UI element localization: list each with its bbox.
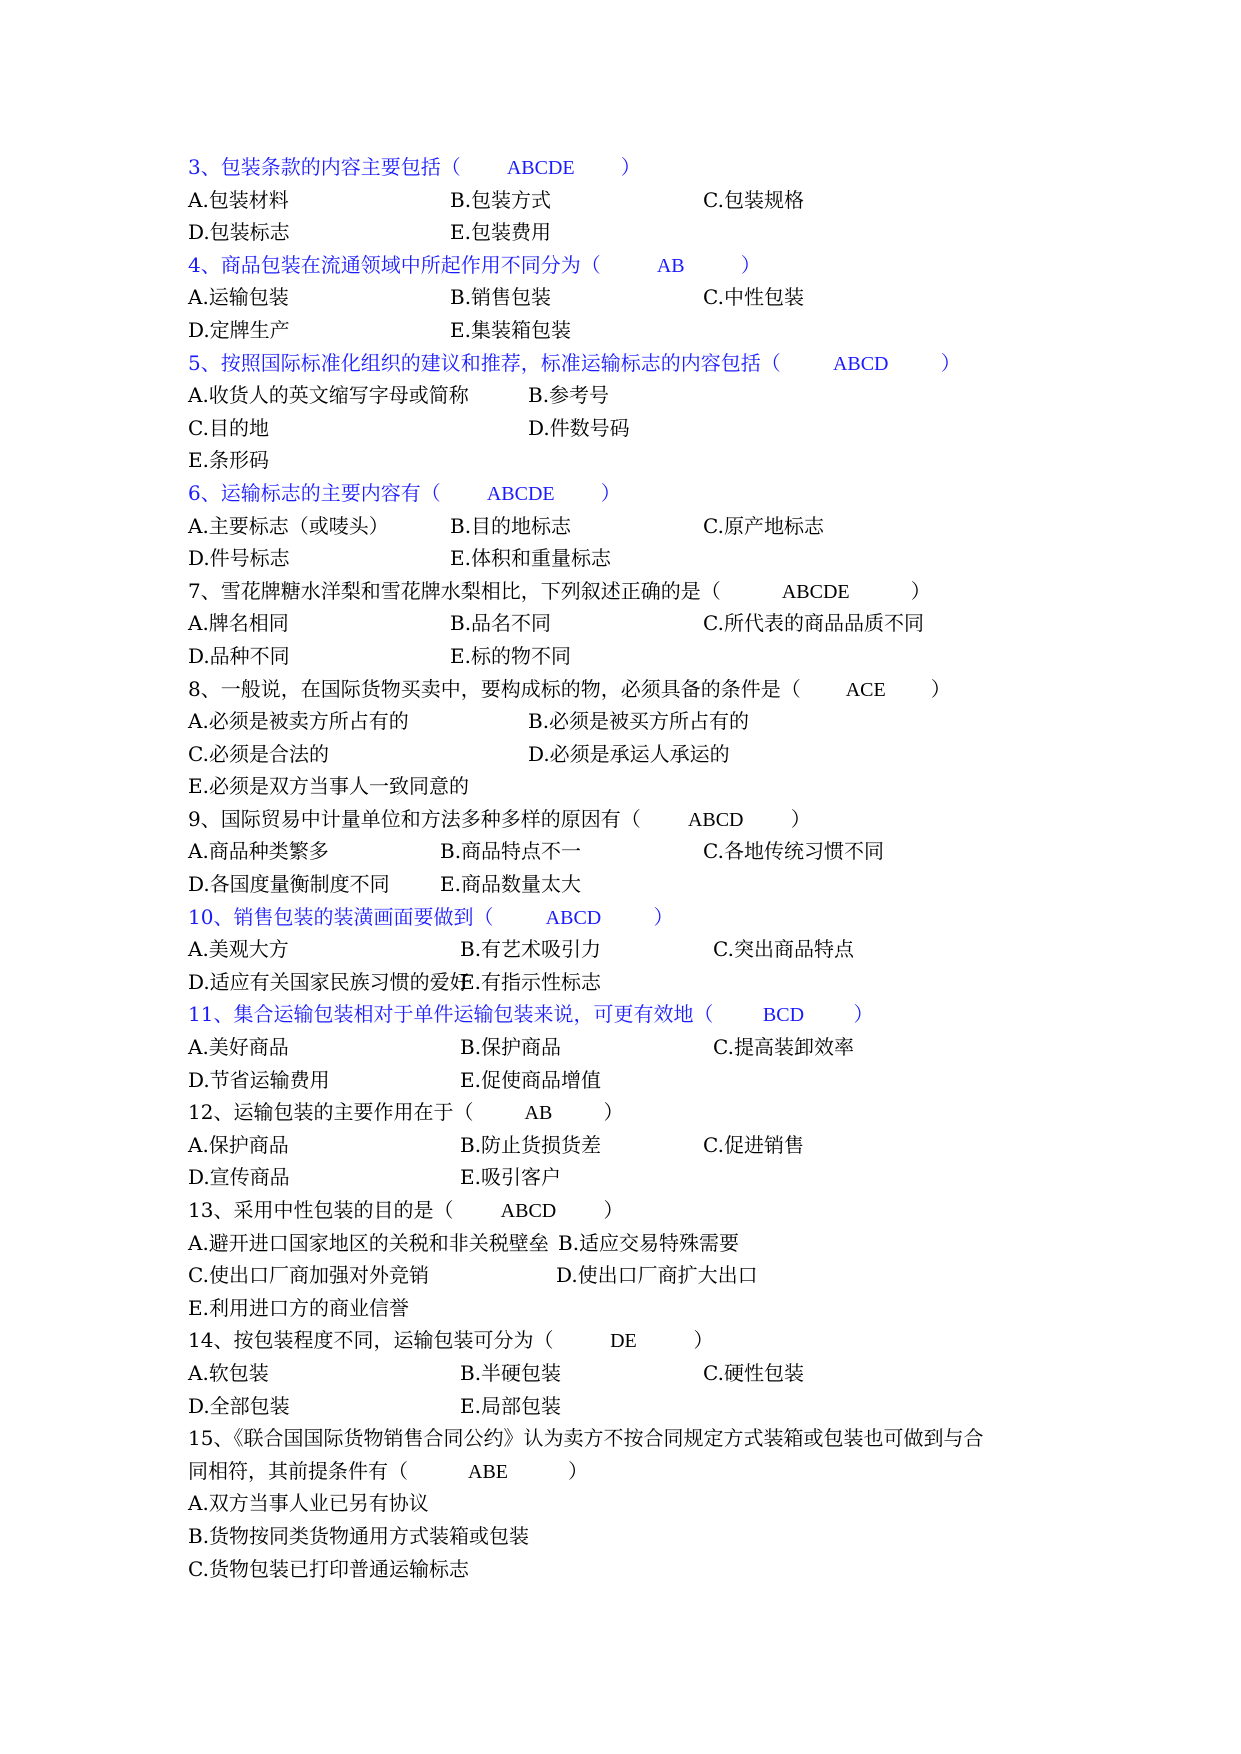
question-stem xyxy=(188,998,1068,1031)
option-text: D.定牌生产 xyxy=(188,317,290,342)
option-row xyxy=(188,1227,1068,1260)
question-bracket-close: ） xyxy=(693,1328,714,1353)
option-text: B.货物按同类货物通用方式装箱或包装 xyxy=(188,1523,530,1548)
option-text: B.防止货损货差 xyxy=(460,1132,602,1157)
option-text: E.有指示性标志 xyxy=(460,969,601,994)
option-text: D.宣传商品 xyxy=(188,1165,290,1190)
option-text: C.中性包装 xyxy=(703,285,804,310)
option-text: D.全部包装 xyxy=(188,1393,290,1418)
option-text: E.条形码 xyxy=(188,448,269,473)
question-text: 7、雪花牌糖水洋梨和雪花牌水梨相比，下列叙述正确的是（ xyxy=(188,578,721,603)
option-row xyxy=(188,281,1068,314)
option-text: B.品名不同 xyxy=(450,611,552,636)
question-text: 11、集合运输包装相对于单件运输包装来说，可更有效地（ xyxy=(188,1002,714,1027)
option-text: A.主要标志（或唛头） xyxy=(188,513,389,538)
option-text: E.利用进口方的商业信誉 xyxy=(188,1295,409,1320)
option-text: E.包装费用 xyxy=(450,220,551,245)
option-row xyxy=(188,379,1068,412)
question-stem xyxy=(188,347,1068,380)
answer-text: ACE xyxy=(845,678,886,701)
option-text: C.硬性包装 xyxy=(703,1360,804,1385)
option-text: E.标的物不同 xyxy=(450,643,571,668)
question-bracket-close: ） xyxy=(620,155,641,179)
answer-text: AB xyxy=(524,1102,553,1125)
option-row xyxy=(188,1031,1068,1064)
answer-text: BCD xyxy=(762,1004,805,1027)
question-text: 3、包装条款的内容主要包括（ xyxy=(188,155,461,179)
option-text: C.目的地 xyxy=(188,415,269,440)
option-text: E.商品数量太大 xyxy=(440,872,581,897)
option-text: A.商品种类繁多 xyxy=(188,839,329,864)
option-row xyxy=(188,444,1068,477)
option-text: C.必须是合法的 xyxy=(188,741,329,766)
option-row xyxy=(188,1064,1068,1097)
option-text: C.使出口厂商加强对外竞销 xyxy=(188,1263,429,1288)
answer-text: ABCD xyxy=(832,352,889,375)
question-bracket-close: ） xyxy=(853,1002,874,1027)
option-row xyxy=(188,216,1068,249)
exam-page xyxy=(188,151,1068,1585)
option-text: D.各国度量衡制度不同 xyxy=(188,872,390,897)
option-text: D.适应有关国家民族习惯的爱好 xyxy=(188,969,470,994)
question-stem-continued xyxy=(188,1455,1068,1488)
option-text: D.件数号码 xyxy=(528,415,630,440)
question-text: 同相符，其前提条件有（ xyxy=(188,1458,408,1483)
option-row xyxy=(188,1129,1068,1162)
option-text: B.半硬包装 xyxy=(460,1360,562,1385)
question-bracket-close: ） xyxy=(600,480,621,505)
option-text: B.有艺术吸引力 xyxy=(460,937,602,962)
option-text: A.牌名相同 xyxy=(188,611,289,636)
question-text: 8、一般说，在国际货物买卖中，要构成标的物，必须具备的条件是（ xyxy=(188,676,801,701)
question-bracket-close: ） xyxy=(740,252,761,277)
option-row xyxy=(188,1390,1068,1423)
option-text: A.双方当事人业已另有协议 xyxy=(188,1491,429,1516)
question-stem xyxy=(188,673,1068,706)
option-text: E.必须是双方当事人一致同意的 xyxy=(188,774,469,799)
answer-text: ABCD xyxy=(687,808,744,831)
option-text: A.美观大方 xyxy=(188,937,289,962)
question-bracket-close: ） xyxy=(790,806,811,831)
question-bracket-close: ） xyxy=(930,676,951,701)
question-stem xyxy=(188,901,1068,934)
question-stem xyxy=(188,249,1068,282)
question-text: 6、运输标志的主要内容有（ xyxy=(188,480,441,505)
option-text: B.参考号 xyxy=(528,383,610,408)
question-bracket-close: ） xyxy=(603,1198,624,1222)
question-text: 5、按照国际标准化组织的建议和推荐，标准运输标志的内容包括（ xyxy=(188,350,781,375)
option-text: E.局部包装 xyxy=(460,1393,561,1418)
option-text: A.必须是被卖方所占有的 xyxy=(188,709,409,734)
option-text: D.必须是承运人承运的 xyxy=(528,741,730,766)
answer-text: ABE xyxy=(468,1460,508,1483)
option-row xyxy=(188,510,1068,543)
option-row xyxy=(188,542,1068,575)
option-row xyxy=(188,1292,1068,1325)
option-text: C.原产地标志 xyxy=(703,513,824,538)
answer-text: AB xyxy=(656,254,685,277)
question-text: 4、商品包装在流通领域中所起作用不同分为（ xyxy=(188,252,601,277)
option-row xyxy=(188,607,1068,640)
option-row xyxy=(188,412,1068,445)
option-text: A.收货人的英文缩写字母或简称 xyxy=(188,383,469,408)
option-row xyxy=(188,1161,1068,1194)
option-text: B.适应交易特殊需要 xyxy=(558,1230,740,1255)
option-row xyxy=(188,835,1068,868)
answer-text: ABCDE xyxy=(781,580,850,603)
option-text: A.运输包装 xyxy=(188,285,289,310)
answer-text: ABCD xyxy=(500,1200,557,1222)
option-text: E.体积和重量标志 xyxy=(450,546,611,571)
option-row xyxy=(188,705,1068,738)
question-bracket-close: ） xyxy=(603,1100,624,1125)
question-text: 12、运输包装的主要作用在于（ xyxy=(188,1100,474,1125)
option-row xyxy=(188,640,1068,673)
option-text: B.保护商品 xyxy=(460,1035,562,1060)
question-text: 10、销售包装的装潢画面要做到（ xyxy=(188,904,494,929)
question-stem xyxy=(188,1324,1068,1357)
option-text: C.提高装卸效率 xyxy=(713,1035,854,1060)
option-text: B.必须是被买方所占有的 xyxy=(528,709,750,734)
option-text: E.促使商品增值 xyxy=(460,1067,601,1092)
question-text: 13、采用中性包装的目的是（ xyxy=(188,1198,454,1222)
answer-text: ABCDE xyxy=(486,482,555,505)
question-stem xyxy=(188,803,1068,836)
option-row xyxy=(188,1357,1068,1390)
option-row xyxy=(188,314,1068,347)
option-row xyxy=(188,966,1068,999)
option-row xyxy=(188,933,1068,966)
option-text: D.节省运输费用 xyxy=(188,1067,330,1092)
option-row xyxy=(188,1553,1068,1586)
option-text: B.销售包装 xyxy=(450,285,552,310)
option-text: C.货物包装已打印普通运输标志 xyxy=(188,1556,469,1581)
option-text: A.包装材料 xyxy=(188,187,289,212)
question-stem xyxy=(188,1422,1068,1455)
option-text: B.包装方式 xyxy=(450,187,552,212)
option-text: C.各地传统习惯不同 xyxy=(703,839,884,864)
option-text: A.软包装 xyxy=(188,1360,269,1385)
option-text: D.使出口厂商扩大出口 xyxy=(556,1263,758,1288)
option-text: C.促进销售 xyxy=(703,1132,804,1157)
question-bracket-close: ） xyxy=(653,904,674,929)
question-bracket-close: ） xyxy=(910,578,931,603)
option-text: C.包装规格 xyxy=(703,187,804,212)
option-text: C.突出商品特点 xyxy=(713,937,854,962)
option-text: E.吸引客户 xyxy=(460,1165,561,1190)
option-text: C.所代表的商品品质不同 xyxy=(703,611,924,636)
option-row xyxy=(188,868,1068,901)
option-row xyxy=(188,1487,1068,1520)
option-row xyxy=(188,770,1068,803)
option-text: A.保护商品 xyxy=(188,1132,289,1157)
question-text: 15、《联合国国际货物销售合同公约》认为卖方不按合同规定方式装箱或包装也可做到与合 xyxy=(188,1426,984,1451)
option-text: D.品种不同 xyxy=(188,643,290,668)
question-bracket-close: ） xyxy=(568,1458,588,1483)
option-text: B.商品特点不一 xyxy=(440,839,582,864)
question-stem xyxy=(188,1096,1068,1129)
option-text: B.目的地标志 xyxy=(450,513,572,538)
option-row xyxy=(188,738,1068,771)
question-text: 9、国际贸易中计量单位和方法多种多样的原因有（ xyxy=(188,806,641,831)
option-text: A.美好商品 xyxy=(188,1035,289,1060)
answer-text: ABCD xyxy=(545,906,602,929)
question-text: 14、按包装程度不同，运输包装可分为（ xyxy=(188,1328,554,1353)
question-stem xyxy=(188,151,1068,184)
question-bracket-close: ） xyxy=(940,350,961,375)
option-row xyxy=(188,184,1068,217)
question-stem xyxy=(188,477,1068,510)
answer-text: ABCDE xyxy=(506,157,575,179)
option-text: E.集装箱包装 xyxy=(450,317,571,342)
option-row xyxy=(188,1520,1068,1553)
option-row xyxy=(188,1259,1068,1292)
question-stem xyxy=(188,1194,1068,1227)
question-stem xyxy=(188,575,1068,608)
answer-text: DE xyxy=(610,1330,637,1353)
option-text: D.包装标志 xyxy=(188,220,290,245)
option-text: A.避开进口国家地区的关税和非关税壁垒 xyxy=(188,1230,549,1255)
option-text: D.件号标志 xyxy=(188,546,290,571)
